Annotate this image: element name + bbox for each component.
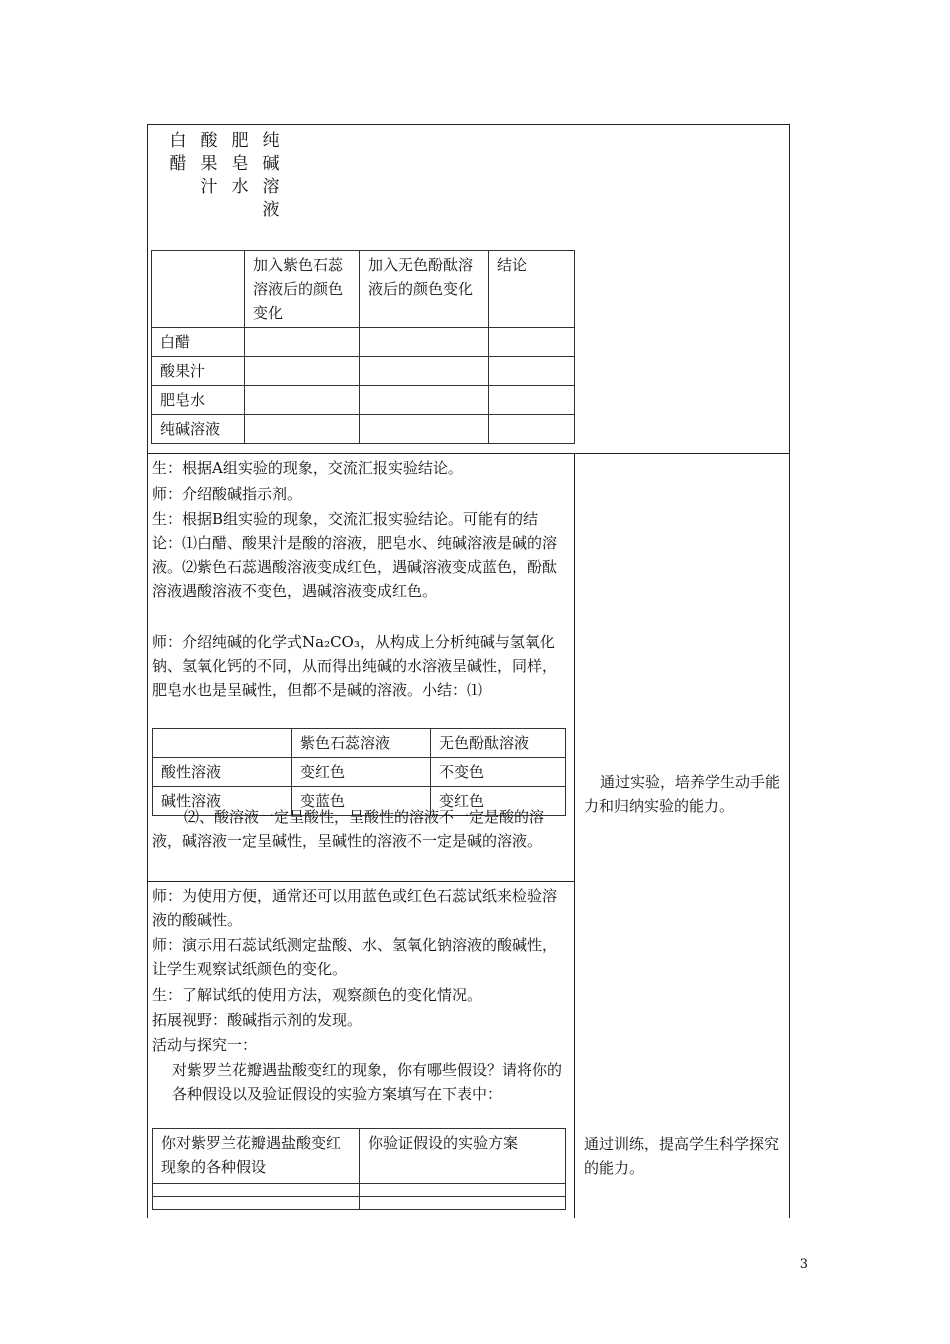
table1-header-conclusion: 结论 [489, 251, 575, 328]
bottom-paragraph-5: 活动与探究一： [152, 1036, 258, 1054]
frame-mid-column [574, 453, 575, 1218]
vertical-label-1: 白醋 [169, 131, 187, 174]
frame-top [147, 124, 789, 125]
bottom-paragraph-2: 师：演示用石蕊试纸测定盐酸、水、氢氧化钠溶液的酸碱性，让学生观察试纸颜色的变化。 [152, 936, 558, 978]
table2-header-litmus: 紫色石蕊溶液 [292, 729, 431, 758]
table2-cell: 酸性溶液 [153, 758, 292, 787]
table1-header-litmus: 加入紫色石蕊溶液后的颜色变化 [245, 251, 360, 328]
table3-header-hypothesis: 你对紫罗兰花瓣遇盐酸变红现象的各种假设 [153, 1129, 360, 1184]
frame-left-top [147, 124, 148, 454]
table2-header-empty [153, 729, 292, 758]
frame-right [789, 124, 790, 1218]
table1-header-empty [152, 251, 245, 328]
table-row [153, 758, 566, 787]
table1-row-label: 酸果汁 [152, 357, 245, 386]
indicator-table [151, 250, 575, 444]
table1-header-phenol: 加入无色酚酞溶液后的颜色变化 [360, 251, 489, 328]
mid-right-note: 通过实验，培养学生动手能力和归纳实验的能力。 [584, 773, 781, 815]
mid-paragraph-2: 师：介绍酸碱指示剂。 [152, 485, 303, 503]
vertical-label-3: 肥皂水 [231, 131, 249, 197]
table-row [153, 1184, 566, 1197]
table2-cell: 不变色 [431, 758, 566, 787]
table2-cell: 碱性溶液 [153, 787, 292, 816]
table-row [153, 1197, 566, 1210]
hypothesis-table [152, 1128, 566, 1210]
page-number: 3 [799, 1257, 808, 1272]
mid-paragraph-4: 师：介绍纯碱的化学式Na₂CO₃，从构成上分析纯碱与氢氧化钠、氢氧化钙的不同，从而得出纯碱的水溶液呈碱性，同样，肥皂水也是呈碱性，但都不是碱的溶液。小结：⑴ [152, 633, 558, 699]
mid-paragraph-1: 生：根据A组实验的现象，交流汇报实验结论。 [152, 459, 463, 477]
table1-row-label: 纯碱溶液 [152, 415, 245, 444]
vertical-label-2: 酸果汁 [200, 131, 218, 197]
bottom-paragraph-1: 师：为使用方便，通常还可以用蓝色或红色石蕊试纸来检验溶液的酸碱性。 [152, 887, 558, 929]
bottom-paragraph-4: 拓展视野：酸碱指示剂的发现。 [152, 1011, 363, 1029]
table3-header-plan: 你验证假设的实验方案 [360, 1129, 566, 1184]
bottom-paragraph-6: 对紫罗兰花瓣遇盐酸变红的现象，你有哪些假设？请将你的各种假设以及验证假设的实验方案填写在下表中： [172, 1061, 563, 1103]
summary-table [152, 728, 566, 816]
table-row [152, 415, 575, 444]
table2-header-phenol: 无色酚酞溶液 [431, 729, 566, 758]
table-row [152, 357, 575, 386]
table2-cell: 变蓝色 [292, 787, 431, 816]
frame-divider-1 [147, 453, 789, 454]
table1-row-label: 白醋 [152, 328, 245, 357]
bottom-right-note: 通过训练，提高学生科学探究的能力。 [584, 1135, 780, 1177]
bottom-paragraph-3: 生：了解试纸的使用方法，观察颜色的变化情况。 [152, 986, 483, 1004]
vertical-label-4: 纯碱溶液 [262, 131, 280, 220]
table2-cell: 变红色 [431, 787, 566, 816]
table-row [152, 328, 575, 357]
frame-left-lower [147, 453, 148, 1218]
table2-cell: 变红色 [292, 758, 431, 787]
table1-row-label: 肥皂水 [152, 386, 245, 415]
mid-paragraph-3: 生：根据B组实验的现象，交流汇报实验结论。可能有的结论：⑴白醋、酸果汁是酸的溶液，肥皂水、纯碱溶液是碱的溶液。⑵紫色石蕊遇酸溶液变成红色，遇碱溶液变成蓝色，酚酞溶液遇酸溶液不变色，遇碱溶液变成红色。 [152, 510, 558, 600]
table-row [152, 386, 575, 415]
frame-divider-2 [147, 881, 574, 882]
mid-after-table: ⑵、酸溶液一定呈酸性，呈酸性的溶液不一定是酸的溶液，碱溶液一定呈碱性，呈碱性的溶液不一定是碱的溶液。 [152, 808, 545, 850]
